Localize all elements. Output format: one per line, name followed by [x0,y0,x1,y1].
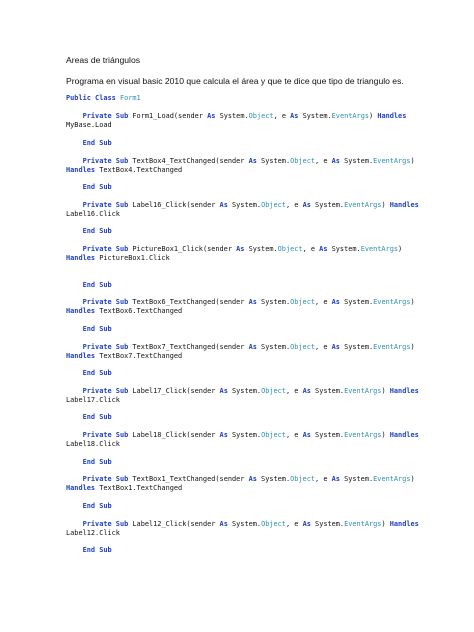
end-sub: End Sub [82,139,112,147]
class-name: Form1 [119,94,141,102]
sub-form1-load: Private Sub Form1_Load(sender As System.Object, e As System.EventArgs) Handles MyBase.Load [66,112,407,129]
class-keyword: Public Class [66,94,116,102]
end-sub: End Sub [82,458,112,466]
sub-textbox7-textchanged: Private Sub TextBox7_TextChanged(sender As System.Object, e As System.EventArgs) Handles TextBox7.TextChanged [66,343,415,360]
sub-label17-click: Private Sub Label17_Click(sender As System.Object, e As System.EventArgs) Handles Label17.Click [66,387,419,404]
class-declaration [66,94,141,103]
sub-picturebox1-click: Private Sub PictureBox1_Click(sender As System.Object, e As System.EventArgs) Handles PictureBox1.Click [66,245,403,262]
document-title: Areas de triángulos [66,55,141,65]
end-sub: End Sub [82,369,112,377]
sub-label12-click: Private Sub Label12_Click(sender As System.Object, e As System.EventArgs) Handles Label12.Click [66,520,419,537]
sub-textbox1-textchanged: Private Sub TextBox1_TextChanged(sender As System.Object, e As System.EventArgs) Handles TextBox1.TextChanged [66,475,415,492]
sub-textbox4-textchanged: Private Sub TextBox4_TextChanged(sender As System.Object, e As System.EventArgs) Handles TextBox4.TextChanged [66,157,415,174]
end-sub: End Sub [82,546,112,554]
end-sub: End Sub [82,281,112,289]
sub-label18-click: Private Sub Label18_Click(sender As System.Object, e As System.EventArgs) Handles Label18.Click [66,431,419,448]
end-sub: End Sub [82,502,112,510]
sub-label16-click: Private Sub Label16_Click(sender As System.Object, e As System.EventArgs) Handles Label16.Click [66,201,419,218]
end-sub: End Sub [82,325,112,333]
end-sub: End Sub [82,183,112,191]
end-sub: End Sub [82,413,112,421]
sub-textbox6-textchanged: Private Sub TextBox6_TextChanged(sender As System.Object, e As System.EventArgs) Handles TextBox6.TextChanged [66,298,415,315]
end-sub: End Sub [82,227,112,235]
document-description: Programa en visual basic 2010 que calcula el área y que te dice que tipo de triangulo es. [66,76,404,86]
